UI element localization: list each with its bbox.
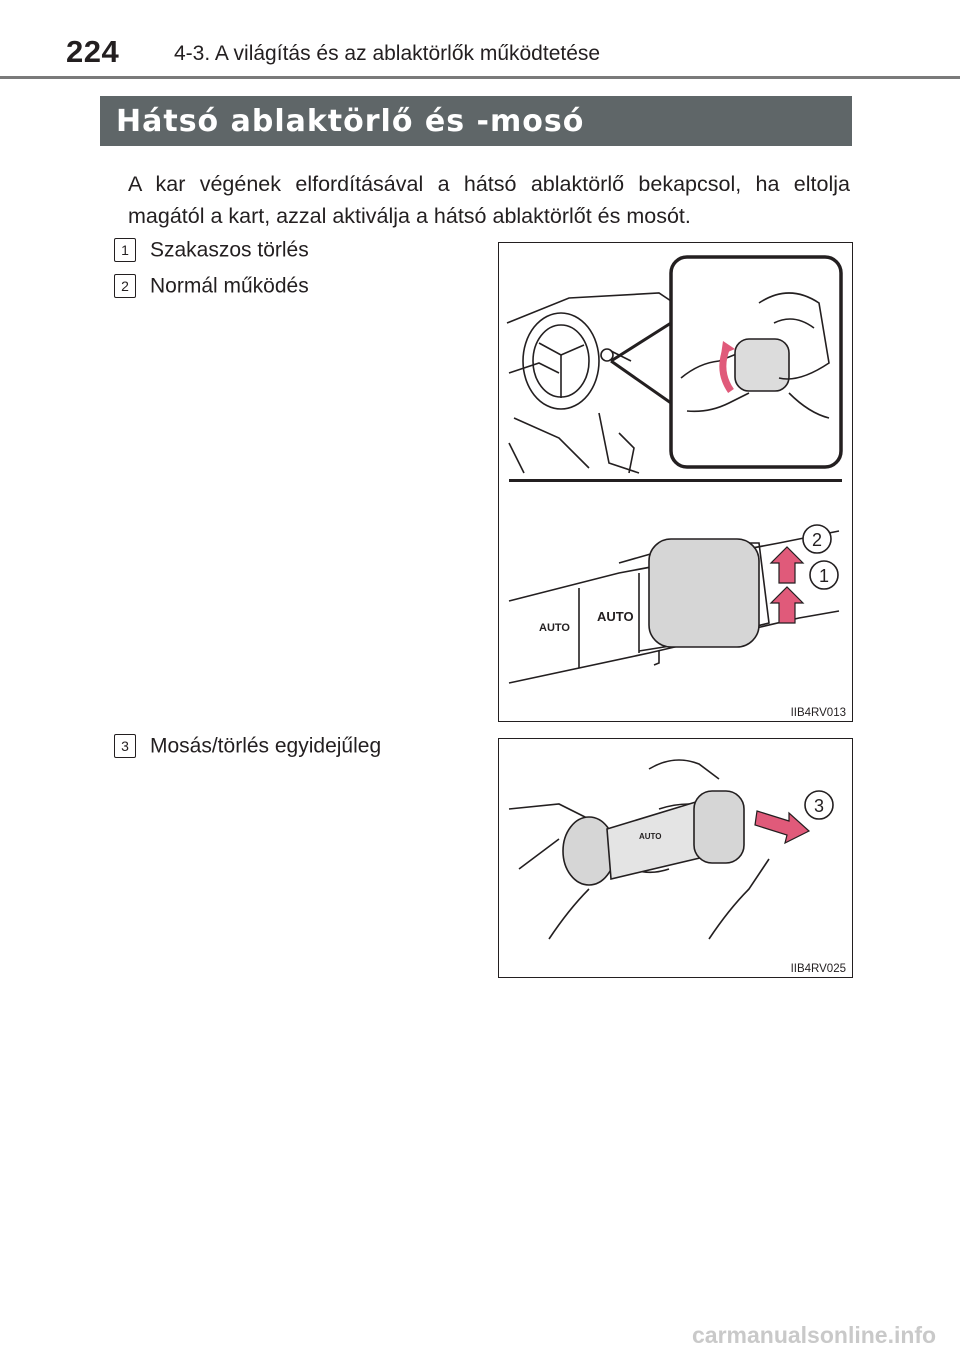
page-header — [0, 0, 960, 80]
stalk-knob — [694, 791, 744, 863]
item-badge: 1 — [114, 238, 136, 262]
figure-divider — [509, 479, 842, 482]
figure-code: IIB4RV025 — [790, 963, 846, 975]
stalk-label-auto: AUTO — [639, 832, 662, 841]
zoom-pointer — [611, 323, 671, 403]
chapter-title: 4-3. A világítás és az ablaktörlők működtetése — [174, 42, 601, 65]
section-title: Hátsó ablaktörlő és -mosó — [116, 104, 585, 139]
wash-illustration — [499, 739, 852, 977]
section-heading-bar — [100, 96, 852, 146]
figure-rear-wiper-stalk — [498, 242, 853, 722]
stalk-illustration — [499, 243, 852, 721]
stalk-base — [563, 817, 615, 885]
item-badge: 3 — [114, 734, 136, 758]
item-label: Normál működés — [150, 274, 309, 298]
stalk-knob — [649, 539, 759, 647]
stalk-label-auto-outer: AUTO — [539, 622, 570, 634]
item-label: Szakaszos törlés — [150, 238, 309, 262]
item-badge: 2 — [114, 274, 136, 298]
list-item-normal — [114, 274, 309, 304]
header-divider — [0, 76, 960, 79]
figure-code: IIB4RV013 — [790, 707, 846, 719]
page-number: 224 — [66, 34, 120, 69]
list-item-intermittent — [114, 238, 309, 268]
dashboard-drawing — [507, 293, 674, 473]
stalk-label-auto-inner: AUTO — [597, 609, 634, 624]
callout-2-label: 2 — [811, 530, 823, 550]
figure-wash-wipe — [498, 738, 853, 978]
list-item-wash — [114, 734, 381, 764]
push-arrow-icon — [755, 811, 809, 843]
watermark: carmanualsonline.info — [692, 1322, 937, 1348]
callout-1-label: 1 — [818, 566, 830, 586]
item-label: Mosás/törlés egyidejűleg — [150, 734, 382, 758]
callout-3-label: 3 — [813, 796, 825, 816]
intro-paragraph: A kar végének elfordításával a hátsó ablaktörlő bekapcsol, ha eltolja magától a kart, azzal aktiválja a hátsó ablaktörlőt és mosót. — [128, 172, 850, 228]
up-arrow-2-icon — [771, 547, 803, 583]
